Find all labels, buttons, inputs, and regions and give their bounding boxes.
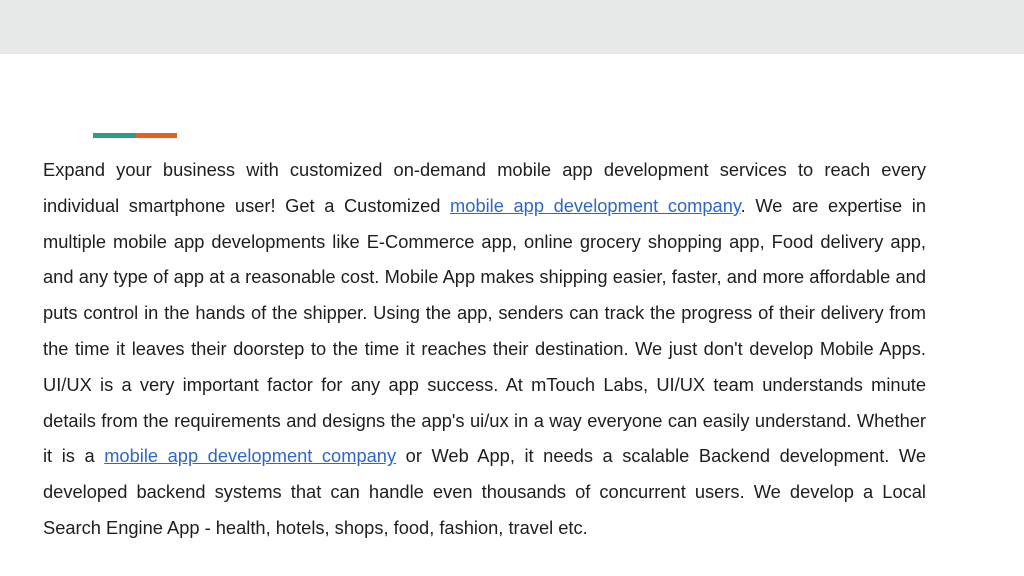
accent-line-teal (93, 133, 136, 138)
top-header-band (0, 0, 1024, 54)
accent-line-orange (136, 133, 177, 138)
paragraph-text-part-1: Expand your business with customized on-demand mobile app development services to reach every individual smartphone user! Get a Customized (43, 159, 926, 216)
mobile-app-development-company-link-2[interactable]: mobile app development company (104, 445, 397, 467)
paragraph-text-part-3: or Web App, it needs a scalable Backend development. We developed backend systems that can handle even thousands of concurrent users. We develop a Local Search Engine App - health, hotels, shops, food, fashion, travel etc. (43, 445, 927, 538)
paragraph-text-part-2: . We are expertise in multiple mobile app developments like E-Commerce app, online grocery shopping app, Food delivery app, and any type of app at a reasonable cost. Mobile App makes shipping easier, faster, and more affordable and puts control in the hands of the shipper. Using the app, senders can track the progress of their delivery from the time it leaves their doorstep to the time it reaches their destination. We just don't develop Mobile Apps. UI/UX is a very important factor for any app success. At mTouch Labs, UI/UX team understands minute details from the requirements and designs the app's ui/ux in a way everyone can easily understand. Whether it is a (43, 194, 926, 467)
body-paragraph (43, 152, 926, 546)
mobile-app-development-company-link-1[interactable]: mobile app development company (450, 194, 741, 216)
